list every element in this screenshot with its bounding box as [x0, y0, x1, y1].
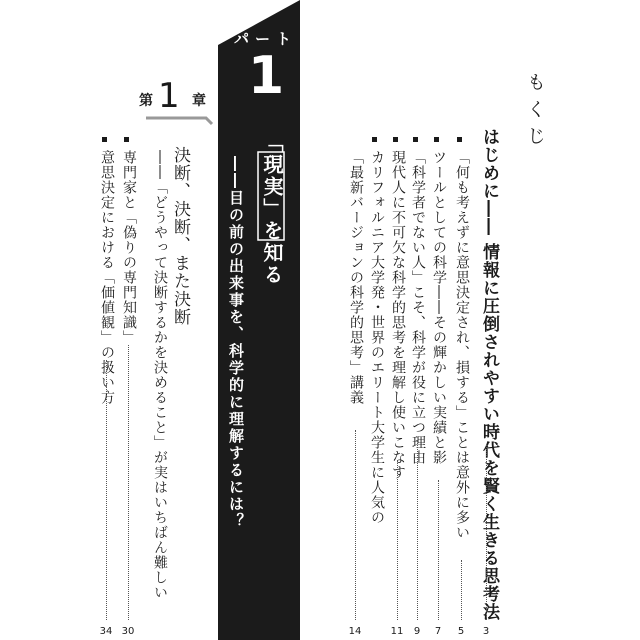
chapter-item-1-page: 30: [121, 626, 135, 637]
part-subtitle: ――目の前の出来事を、科学的に理解するには？: [227, 156, 245, 530]
chapter-label-pre: 第: [139, 93, 153, 109]
intro-item-3: 「科学者でない人」こそ、科学が役に立つ理由: [410, 150, 426, 465]
toc-heading: もくじ: [524, 72, 546, 153]
chapter-item-1: 専門家と「偽りの専門知識」: [121, 150, 137, 345]
list-bullet: [102, 137, 107, 142]
intro-page: 3: [482, 626, 490, 637]
intro-item-3-page: 9: [413, 626, 421, 637]
intro-item-2: ツールとしての科学――その輝かしい実績と影: [431, 150, 447, 465]
intro-item-1-page: 5: [457, 626, 465, 637]
chapter-item-2-leader: [106, 360, 107, 620]
part-number: 1: [248, 46, 285, 106]
intro-item-6: 「最新バージョンの科学的思考」講義: [348, 150, 364, 405]
intro-item-4-page: 11: [390, 626, 404, 637]
chapter-item-2: 意思決定における「価値観」の扱い方: [99, 150, 115, 405]
chapter-item-2-page: 34: [99, 626, 113, 637]
intro-item-2-page: 7: [434, 626, 442, 637]
list-bullet: [124, 137, 129, 142]
chapter-title: 決断、決断、また決断: [170, 146, 190, 326]
intro-item-6-page: 14: [348, 626, 362, 637]
intro-item-5: カリフォルニア大学発・世界のエリート大学生に人気の: [369, 150, 385, 525]
intro-item-1: 「何も考えずに意思決定され、損する」ことは意外に多い: [454, 150, 470, 540]
intro-title: はじめに―― 情報に圧倒されやすい時代を賢く生きる思考法: [479, 128, 499, 621]
chapter-subtitle: ――「どうやって決断するかを決めること」が実はいちばん難しい: [152, 150, 168, 600]
part-label: パート: [234, 30, 298, 48]
chapter-item-1-leader: [128, 345, 129, 620]
part-title: 「現実」を知る: [260, 132, 284, 286]
chapter-number: 1: [158, 76, 180, 116]
intro-item-4: 現代人に不可欠な科学的思考を理解し使いこなす: [390, 150, 406, 480]
chapter-label-post: 章: [192, 93, 206, 109]
